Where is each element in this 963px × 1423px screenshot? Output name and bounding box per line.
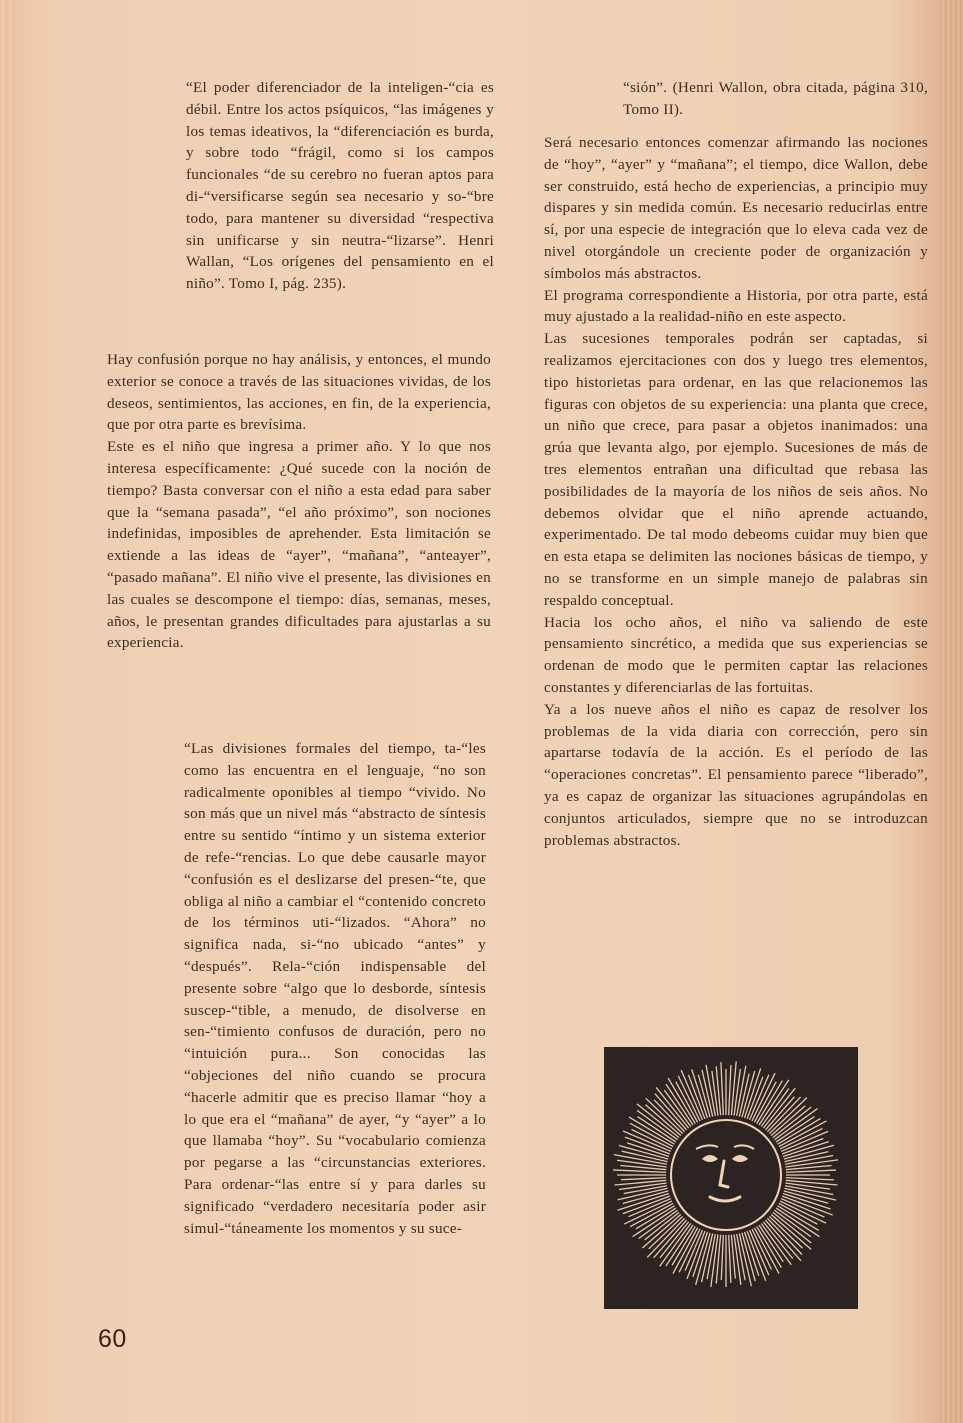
page-edge-right — [941, 0, 963, 1423]
paragraph-programa: El programa correspondiente a Historia, por otra parte, está muy ajustado a la realidad-niño en este aspecto. — [544, 286, 928, 326]
paragraph-first-year: Este es el niño que ingresa a primer año. Y lo que nos interesa específicamente: ¿Qué sucede con la noción de tiempo? Basta conversar con el niño a esta edad para saber que la “semana pasada”, “el año próximo”, son nociones indefinidas, imposibles de aprehender. Esta limitación se extiende a las ideas de “ayer”, “mañana”, “anteayer”, “pasado mañana”. El niño vive el presente, las divisiones en las cuales se descompone el tiempo: días, semanas, meses, años, le presentan grandes dificultades para ajustarlas a su experiencia. — [107, 438, 491, 652]
wallon-quote-bottom — [184, 738, 486, 1239]
paragraph-sucesiones: Las sucesiones temporales podrán ser captadas, si realizamos ejercitaciones con dos y luego tres elementos, tipo historietas para ordenar, en las que relacionemos las figuras con objetos de su experiencia: una planta que crece, un niño que crece, para pasar a objetos inanimados: una grúa que levanta algo, por ejemplo. Sucesiones de más de tres elementos entrañan una dificultad que rebasa las posibilidades de la mayoría de los niños de seis años. No debemos olvidar que el niño aprende actuando, experimentado. De tal modo debeoms cuidar muy bien que en esta etapa se delimiten las nociones básicas de tiempo, y no se transforme en un simple manejo de palabras sin respaldo conceptual. — [544, 330, 928, 609]
page-edge-left — [0, 0, 14, 1423]
paragraph-nueve-anos: Ya a los nueve años el niño es capaz de resolver los problemas de la vida diaria con corrección, pero sin apartarse todavía de la acción. Es el período de las “operaciones concretas”. El pensamiento parece “liberado”, ya es capaz de organizar las situaciones agrupándolas en conjuntos articulados, siempre que no se introduzcan problemas abstractos. — [544, 700, 928, 849]
sun-face-icon — [604, 1047, 858, 1309]
paragraph-ocho-anos: Hacia los ocho años, el niño va saliendo de este pensamiento sincrético, a medida que sus experiencias se ordenan de modo que le permiten captar las relaciones constantes y diferenciarlas de las fortuitas. — [544, 613, 928, 696]
right-body-text — [544, 132, 928, 851]
paragraph-wallon: Será necesario entonces comenzar afirmando las nociones de “hoy”, “ayer” y “mañana”; el tiempo, dice Wallon, debe ser construido, está hecho de experiencias, a principio muy dispares y sin medida común. Es necesario reducirlas entre sí, por una especie de integración que lo eleva cada vez de nivel otorgándole un creciente poder de organización y símbolos más abstractos. — [544, 134, 928, 282]
left-body-text — [107, 349, 491, 654]
wallon-quote-top — [186, 77, 494, 295]
paragraph-confusion: Hay confusión porque no hay análisis, y entonces, el mundo exterior se conoce a través de las situaciones vividas, de los deseos, sentimientos, las acciones, en fin, de la experiencia, que por otra parte es brevísima. — [107, 351, 491, 434]
sun-illustration — [604, 1047, 858, 1309]
quote-top-text: “El poder diferenciador de la inteligen-“cia es débil. Entre los actos psíquicos, “las imágenes y los temas ideativos, la “diferenciación es burda, y sobre todo “frágil, como si los campos funcionales “de su cerebro no fueran aptos para di-“versificarse según sea necesario y so-“bre todo, para mantener su diversidad “respectiva sin unificarse y sin neutra-“lizarse”. Henri Wallan, “Los orígenes del pensamiento en el niño”. Tomo I, pág. 235). — [186, 79, 494, 293]
quote-end-text: “sión”. (Henri Wallon, obra citada, página 310, Tomo II). — [623, 79, 928, 118]
quote-bottom-text: “Las divisiones formales del tiempo, ta-“les como las encuentra en el lenguaje, “no son radicalmente oponibles al tiempo “vivido. No son más que un nivel más “abstracto de síntesis entre su sentido “íntimo y un sistema exterior de refe-“rencias. Lo que debe causarle mayor “confusión es el deslizarse del presen-“te, que obliga al niño a cambiar el “contenido concreto de los términos uti-“lizados. “Ahora” no significa nada, si-“no ubicado “antes” y “después”. Rela-“ción indispensable del presente sobre “algo que lo desborde, síntesis suscep-“tible, a menudo, de disolverse en sen-“timiento confusos de duración, pero no “intuición pura... Son conocidas las “objeciones del niño cuando se procura “hacerle admitir que es preciso llamar “hoy a lo que era el “mañana” de ayer, “y “ayer” a lo que llamaba “hoy”. Su “vocabulario comienza por pegarse a las “circunstancias exteriores. Para ordenar-“las entre sí y para darles su significado “verdadero necesitaría poder asir simul-“táneamente los momentos y su suce- — [184, 740, 486, 1237]
page-number: 60 — [98, 1325, 127, 1353]
quote-continuation — [623, 77, 928, 121]
